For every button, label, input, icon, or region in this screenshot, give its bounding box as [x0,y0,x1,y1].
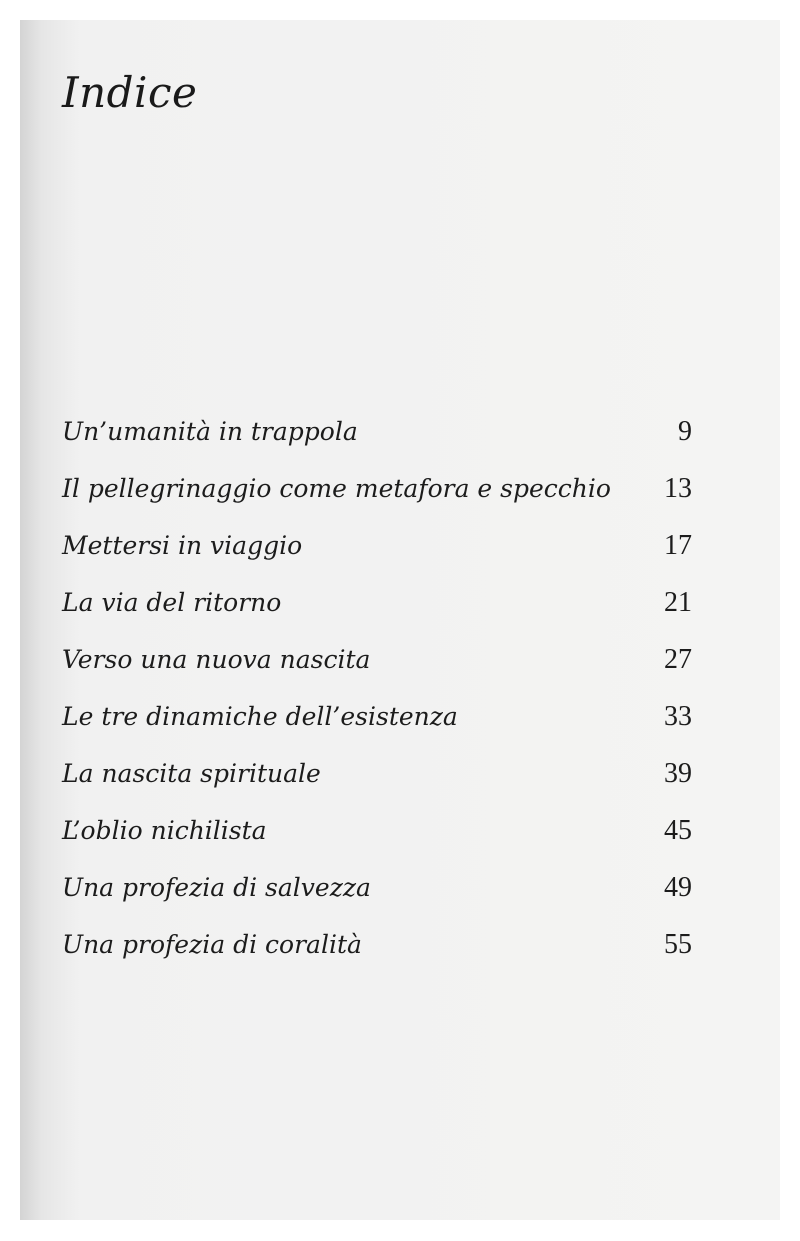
book-page [20,20,780,1220]
page-title: Indice [62,68,198,117]
toc-entry [62,530,692,587]
toc-entry-page-number: 17 [664,530,692,561]
toc-entry-title: Una profezia di coralità [62,930,362,959]
toc-entry-page-number: 13 [664,473,692,504]
toc-entry-page-number: 49 [664,872,692,903]
toc-entry-title: Il pellegrinaggio come metafora e specchio [62,474,611,503]
toc-entry-page-number: 21 [664,587,692,618]
toc-entry-page-number: 33 [664,701,692,732]
toc-entry-title: Un’umanità in trappola [62,417,358,446]
toc-entry-title: Una profezia di salvezza [62,873,371,902]
toc-entry-title: L’oblio nichilista [62,816,267,845]
toc-entry [62,929,692,986]
toc-entry-title: Verso una nuova nascita [62,645,371,674]
toc-entry [62,473,692,530]
toc-entry-title: Le tre dinamiche dell’esistenza [62,702,458,731]
toc-entry-page-number: 45 [664,815,692,846]
toc-entry-title: La nascita spirituale [62,759,321,788]
toc-entry-page-number: 9 [678,416,692,447]
toc-entry [62,644,692,701]
toc-entry [62,758,692,815]
toc-entry [62,872,692,929]
toc-entry [62,701,692,758]
table-of-contents [62,416,692,986]
toc-entry-page-number: 27 [664,644,692,675]
toc-entry-page-number: 55 [664,929,692,960]
toc-entry-title: Mettersi in viaggio [62,531,303,560]
toc-entry [62,815,692,872]
toc-entry-title: La via del ritorno [62,588,282,617]
toc-entry [62,587,692,644]
toc-entry-page-number: 39 [664,758,692,789]
toc-entry [62,416,692,473]
